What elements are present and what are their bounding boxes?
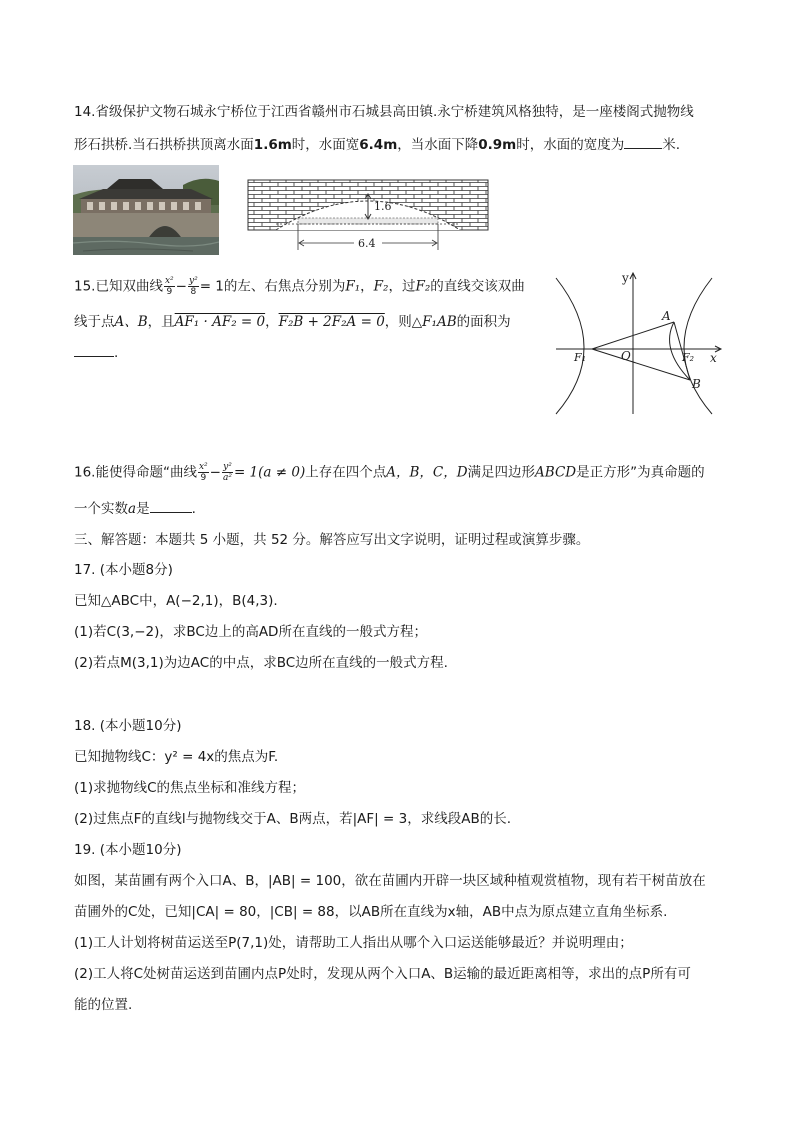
q14-line1: 14.省级保护文物石城永宁桥位于江西省赣州市石城县高田镇.永宁桥建筑风格独特，是一座楼阁式抛物线: [74, 104, 694, 120]
arch-height-label: 1.6: [374, 200, 392, 213]
hyperbola-figure: [552, 268, 732, 422]
vector-expr: F₂B + 2F₂A = 0: [278, 314, 385, 330]
q14-drop-value: 0.9m: [478, 137, 517, 153]
q18-given: 已知抛物线C：y² = 4x的焦点为F.: [74, 749, 279, 765]
origin-label: O: [621, 349, 631, 363]
q19-line1: 如图，某苗圃有两个入口A、B，|AB| = 100，欲在苗圃内开辟一块区域种植观赏植物，现有若干树苗放在: [74, 873, 706, 889]
q19-head: 19. (本小题10分): [74, 842, 182, 858]
q19-line4: (2)工人将C处树苗运送到苗圃内点P处时，发现从两个入口A、B运输的最近距离相等，求出的点P所有可: [74, 966, 691, 982]
q14-line2: 形石拱桥.当石拱桥拱顶离水面1.6m时，水面宽6.4m，当水面下降0.9m时，水面的宽度为 米.: [74, 134, 680, 155]
bridge-photo: [73, 165, 219, 255]
point-a-label: A: [662, 309, 671, 323]
arch-width-label: 6.4: [358, 237, 376, 250]
x-axis-label: x: [710, 351, 717, 365]
answer-blank: [624, 134, 662, 149]
fraction: $\frac{\text{y²}}{8}$: [188, 276, 198, 297]
q14-height-value: 1.6m: [253, 137, 292, 153]
q16-line1: 16.能使得命题“曲线 $\frac{\text{x²}}{9}$ − $\frac{\text{y²}}{\text{a²}}$ = 1(a ≠ 0)上存在四个点A，B，C，D满足四边形ABCD是正方形”为真命题的: [74, 462, 705, 483]
q19-line2: 苗圃外的C处，已知|CA| = 80，|CB| = 88，以AB所在直线为x轴，AB中点为原点建立直角坐标系.: [74, 904, 668, 920]
q14-width-value: 6.4m: [359, 137, 398, 153]
dot-product-expr: AF₁ · AF₂ = 0: [174, 314, 266, 330]
q15-line2: 线于点A、B，且AF₁ · AF₂ = 0，F₂B + 2F₂A = 0，则△F₁AB的面积为: [74, 314, 511, 330]
section-heading: 三、解答题：本题共 5 小题，共 52 分。解答应写出文字说明，证明过程或演算步骤。: [74, 532, 590, 548]
q15-line3: .: [74, 342, 118, 363]
arch-diagram: [246, 178, 490, 264]
q17-part1: (1)若C(3,−2)，求BC边上的高AD所在直线的一般式方程；: [74, 624, 427, 640]
q17-part2: (2)若点M(3,1)为边AC的中点，求BC边所在直线的一般式方程.: [74, 655, 448, 671]
focus-f1-label: F₁: [574, 351, 587, 364]
q18-part2: (2)过焦点F的直线l与抛物线交于A、B两点，若|AF| = 3，求线段AB的长.: [74, 811, 512, 827]
q18-part1: (1)求抛物线C的焦点坐标和准线方程；: [74, 780, 306, 796]
q19-line5: 能的位置.: [74, 997, 133, 1013]
q15-line1: 15.已知双曲线 $\frac{\text{x²}}{9}$ − $\frac{\text{y²}}{8}$ = 1的左、右焦点分别为F₁，F₂，过F₂的直线交该双曲: [74, 276, 525, 297]
q16-line2: 一个实数a是 .: [74, 498, 196, 519]
fraction: $\frac{\text{x²}}{9}$: [164, 276, 174, 297]
fraction: $\frac{\text{y²}}{\text{a²}}$: [222, 462, 232, 483]
q17-given: 已知△ABC中，A(−2,1)，B(4,3).: [74, 593, 278, 609]
fraction: $\frac{\text{x²}}{9}$: [198, 462, 208, 483]
y-axis-label: y: [622, 271, 629, 285]
focus-f2-label: F₂: [682, 351, 695, 364]
q19-line3: (1)工人计划将树苗运送至P(7,1)处，请帮助工人指出从哪个入口运送能够最近？并说明理由；: [74, 935, 633, 951]
q17-head: 17. (本小题8分): [74, 562, 173, 578]
point-b-label: B: [692, 377, 701, 391]
answer-blank: [150, 498, 192, 513]
answer-blank: [74, 342, 114, 357]
q18-head: 18. (本小题10分): [74, 718, 182, 734]
